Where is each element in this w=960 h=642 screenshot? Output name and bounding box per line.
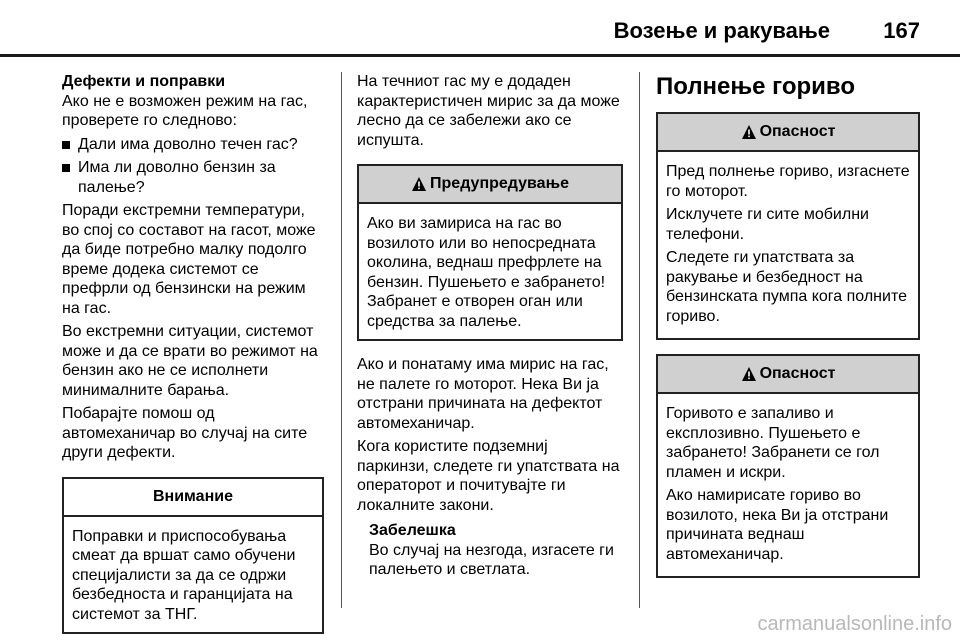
paragraph-gas-smell: Ако и понатаму има мирис на гас, не палете го моторот. Нека Ви ја отстрани причината на дефектот автомеханичар. [357, 356, 609, 432]
danger-1-paragraph: Следете ги упатствата за ракување и безбедност на бензинската пумпа кога полните гориво. [666, 249, 907, 325]
danger-1-paragraph: Исклучете ги сите мобилни телефони. [666, 206, 869, 243]
warning-icon [411, 176, 427, 192]
warning-header [359, 166, 621, 204]
warning-icon [741, 366, 757, 382]
warning-text: Ако ви замириса на гас во возилото или во непосредната околина, веднаш префрлете на бензин. Пушењето е забрането! Забранет е отворен оган или средства за палење. [367, 215, 606, 330]
column-1 [62, 72, 324, 634]
notice-text: Поправки и приспособувања смеат да вршат само обучени специјалисти за да се одржи безбедноста и гаранцијата на системот за ТНГ. [72, 527, 296, 623]
danger-1-paragraph: Пред полнење гориво, изгаснете го моторот. [666, 163, 910, 200]
page-title: Возење и ракување [613, 18, 830, 43]
check-item-petrol: Има ли доволно бензин за палење? [62, 158, 324, 197]
paragraph-odor: На течниот гас му е додаден карактеристичен мирис за да може лесно да се забележи ако се испушта. [357, 73, 620, 149]
note-text: Во случај на незгода, изгасете ги палењето и светлата. [369, 541, 614, 578]
danger-box-1 [656, 112, 920, 340]
danger-title-2: Опасност [759, 365, 836, 383]
danger-title-1: Опасност [759, 123, 836, 141]
danger-body-2 [658, 394, 918, 576]
column-divider-2 [639, 72, 640, 608]
warning-icon [741, 124, 757, 140]
page-header [0, 0, 960, 55]
check-list [62, 135, 324, 198]
note-title: Забелешка [369, 522, 456, 539]
danger-2-paragraph: Горивото е запаливо и експлозивно. Пушењето е забрането! Забранети се гол пламен и искри. [666, 405, 880, 481]
page-number: 167 [883, 18, 920, 43]
danger-header-1 [658, 114, 918, 152]
paragraph-parking: Кога користите подземниј паркинзи, следете ги упатствата на операторот и почитувајте ги локалните закони. [357, 438, 620, 514]
header-divider [0, 54, 960, 57]
danger-body-1 [658, 152, 918, 338]
warning-box [357, 164, 623, 341]
warning-title: Предупредување [430, 175, 569, 193]
section-heading-faults: Дефекти и поправки [62, 73, 226, 90]
danger-box-2 [656, 354, 920, 578]
intro-paragraph: Ако не е возможен режим на гас, проверете го следново: [62, 92, 308, 129]
check-item-gas: Дали има доволно течен гас? [62, 135, 324, 155]
paragraph-extreme: Во екстремни ситуации, системот може и да се врати во режимот на бензин ако не се исполнети минималните барања. [62, 323, 318, 399]
column-divider-1 [341, 72, 342, 608]
paragraph-help: Побарајте помош од автомеханичар во случај на сите други дефекти. [62, 405, 308, 461]
notice-title: Внимание [64, 479, 322, 517]
danger-2-paragraph: Ако намирисате гориво во возилото, нека Ви ја отстрани причината веднаш автомеханичар. [666, 487, 889, 563]
notice-box [62, 477, 324, 635]
section-heading-refuel: Полнење гориво [656, 73, 856, 100]
column-2 [357, 72, 623, 580]
paragraph-temperature: Поради екстремни температури, во спој со составот на гасот, може да биде потребно малку подолго време додека системот се префрли од бензински на режим на гас. [62, 202, 316, 317]
watermark: carmanualsonline.info [757, 613, 952, 635]
danger-header-2 [658, 356, 918, 394]
column-3 [656, 72, 920, 578]
